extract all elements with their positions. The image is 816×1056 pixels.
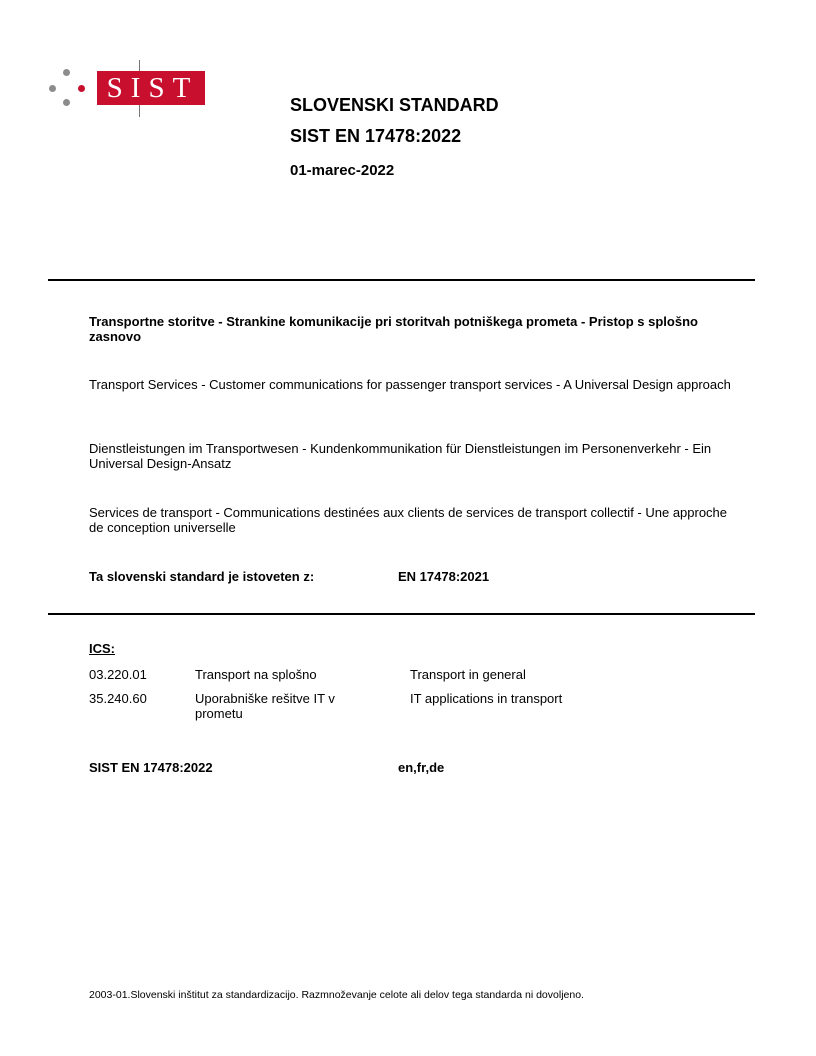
title-english: Transport Services - Customer communications for passenger transport services - A Universal Design approach xyxy=(89,377,731,392)
ics-code: 35.240.60 xyxy=(89,691,147,706)
logo-dot xyxy=(63,69,70,76)
ics-slovenian: Uporabniške rešitve IT v prometu xyxy=(195,691,335,721)
sist-logo: SIST xyxy=(97,71,205,105)
identical-value: EN 17478:2021 xyxy=(398,569,490,584)
identical-label: Ta slovenski standard je istoveten z: xyxy=(89,569,315,584)
title-german: Dienstleistungen im Transportwesen - Kundenkommunikation für Dienstleistungen im Personenverkehr - Ein Universal Design-Ansatz xyxy=(89,441,712,471)
ics-english: IT applications in transport xyxy=(410,691,563,706)
divider-bottom xyxy=(48,613,755,615)
standard-number: SIST EN 17478:2022 xyxy=(290,126,462,146)
logo-dot xyxy=(78,85,85,92)
logo-dot xyxy=(63,99,70,106)
ics-english: Transport in general xyxy=(410,667,526,682)
standard-id: SIST EN 17478:2022 xyxy=(89,760,213,775)
standard-type: SLOVENSKI STANDARD xyxy=(290,95,499,115)
title-french: Services de transport - Communications destinées aux clients de services de transport collectif - Une approche de conception universelle xyxy=(89,505,728,535)
copyright-footer: 2003-01.Slovenski inštitut za standardizacijo. Razmnoževanje celote ali delov tega standarda ni dovoljeno. xyxy=(89,989,584,1001)
title-slovenian: Transportne storitve - Strankine komunikacije pri storitvah potniškega prometa - Pristop s splošno zasnovo xyxy=(89,314,698,344)
ics-slovenian: Transport na splošno xyxy=(195,667,317,682)
logo-dot xyxy=(49,85,56,92)
divider-top xyxy=(48,279,755,281)
publication-date: 01-marec-2022 xyxy=(290,162,395,179)
ics-code: 03.220.01 xyxy=(89,667,147,682)
languages: en,fr,de xyxy=(398,760,445,775)
ics-label: ICS: xyxy=(89,641,115,656)
